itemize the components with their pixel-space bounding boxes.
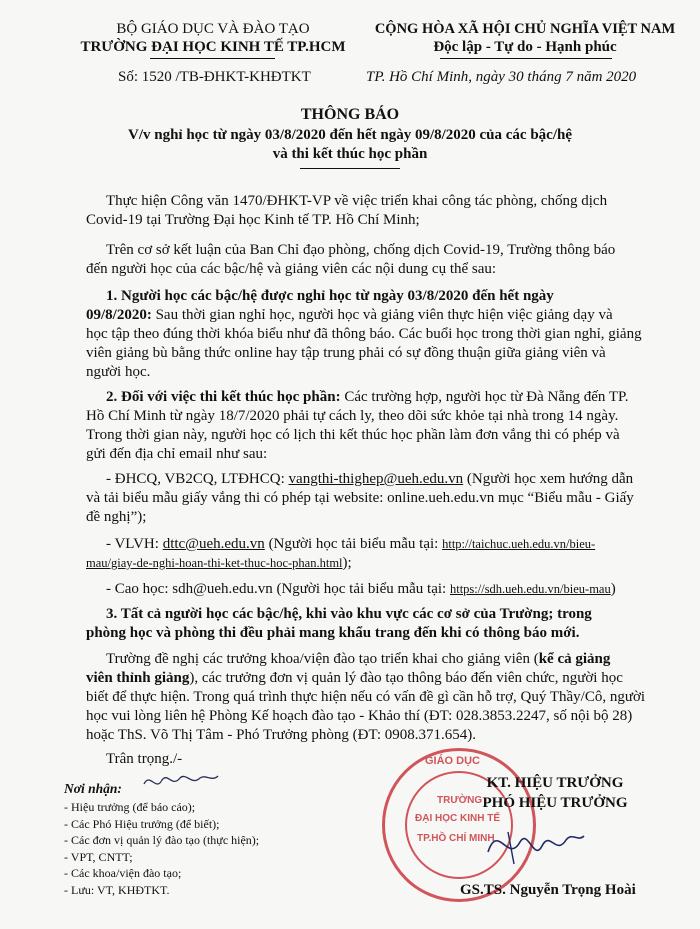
handwritten-signature [478, 812, 588, 872]
recipient-item: - Các Phó Hiệu trưởng (để biết); [64, 816, 220, 831]
vlvh-email-link[interactable]: dttc@ueh.edu.vn [162, 536, 265, 552]
stamp-line2: ĐẠI HỌC KINH TẾ [415, 813, 500, 824]
dhcq-line2: và tải biểu mẫu giấy vắng thi có phép tại website: online.ueh.edu.vn mục “Biểu mẫu - Giấy [86, 490, 634, 506]
university-name: TRƯỜNG ĐẠI HỌC KINH TẾ TP.HCM [80, 39, 346, 55]
cao-hoc-form-link[interactable]: https://sdh.ueh.edu.vn/bieu-mau [449, 582, 611, 596]
recipient-item: - VPT, CNTT; [64, 849, 133, 864]
recipient-item: - Các đơn vị quản lý đào tạo (thực hiện); [64, 833, 260, 847]
closing-line2-rest: ), các trưởng đơn vị quản lý đào tạo thông báo đến viên chức, người học [189, 670, 623, 686]
vlvh-prefix: - VLVH: [106, 536, 163, 552]
closing-line4: học vui lòng liên hệ Phòng Kế hoạch đào tạo - Khảo thí (ĐT: 028.3853.2247, số nội bộ 28) [86, 708, 633, 724]
initials-signature [140, 770, 220, 792]
closing-line1-a: Trường đề nghị các trưởng khoa/viện đào tạo triển khai cho giảng viên ( [106, 651, 539, 667]
vlvh-form-link-part1[interactable]: http://taichuc.ueh.edu.vn/bieu- [442, 537, 596, 551]
signature-title2: PHÓ HIỆU TRƯỞNG [482, 795, 628, 811]
nation-name: CỘNG HÒA XÃ HỘI CHỦ NGHĨA VIỆT NAM [374, 21, 676, 37]
stamp-line1: TRƯỜNG [437, 795, 483, 806]
dhcq-line1 [106, 470, 633, 490]
section1-heading-line1: 1. Người học các bậc/hệ được nghỉ học từ ngày 03/8/2020 đến hết ngày [106, 288, 554, 304]
closing-line1-bold: kể cả giảng [538, 651, 611, 667]
title-rule [300, 168, 400, 169]
section2-line4: gửi đến địa chỉ email như sau: [86, 446, 268, 462]
recipient-item: - Hiệu trưởng (để báo cáo); [64, 800, 196, 814]
section2-line3: Trong thời gian này, người học có lịch thi kết thúc học phần làm đơn vắng thi có phép và [86, 427, 620, 443]
header-right-rule [440, 58, 612, 59]
closing-line3: biết để thực hiện. Trong quá trình thực hiện nếu có vấn đề gì cần hỗ trợ, Quý Thầy/Cô, người [86, 689, 646, 705]
place-date: TP. Hồ Chí Minh, ngày 30 tháng 7 năm 2020 [366, 69, 637, 85]
dhcq-rest: (Người học xem hướng dẫn [463, 471, 634, 487]
motto: Độc lập - Tự do - Hạnh phúc [433, 39, 617, 55]
section3-line1: 3. Tất cả người học các bậc/hệ, khi vào khu vực các cơ sở của Trường; trong [106, 606, 592, 622]
signature-title1: KT. HIỆU TRƯỞNG [486, 775, 624, 791]
regards: Trân trọng./- [106, 751, 183, 767]
vlvh-form-link-part2[interactable]: mau/giay-de-nghi-hoan-thi-ket-thuc-hoc-phan.html [86, 556, 343, 570]
dhcq-email-link[interactable]: vangthi-thighep@ueh.edu.vn [288, 471, 464, 487]
recipients-label: Nơi nhận: [64, 781, 122, 796]
closing-line2-bold: viên thỉnh giảng [86, 670, 190, 686]
section1-line4: viên giảng bù bằng thức online hay tập trung phải có sự đồng thuận giữa giảng viên và [86, 345, 606, 361]
section2-line1 [106, 388, 628, 408]
section3-line2: phòng học và phòng thi đều phải mang khẩu trang đến khi có thông báo mới. [86, 625, 580, 641]
closing-line2 [86, 669, 623, 689]
section1-line2-rest: Sau thời gian nghỉ học, người học và giảng viên thực hiện việc giảng dạy và [151, 307, 613, 323]
header-left-rule [150, 58, 275, 59]
intro-p2-line2: đến người học của các bậc/hệ và giảng viên các nội dung cụ thể sau: [86, 261, 497, 277]
ministry-name: BỘ GIÁO DỤC VÀ ĐÀO TẠO [116, 21, 310, 37]
dhcq-line3: đề nghị”); [86, 509, 147, 525]
recipient-item: - Lưu: VT, KHĐTKT. [64, 882, 170, 897]
vlvh-end: ); [342, 555, 352, 571]
cao-hoc-end: ) [610, 581, 616, 597]
section2-line1-rest: Các trường hợp, người học từ Đà Nẵng đến TP. [340, 389, 629, 405]
closing-line1 [106, 650, 610, 670]
section1-date-bold: 09/8/2020: [86, 307, 152, 323]
notice-subject-line2: và thi kết thúc học phần [272, 146, 428, 162]
recipient-item: - Các khoa/viện đào tạo; [64, 866, 182, 880]
stamp-line3: TP.HỒ CHÍ MINH [417, 833, 495, 844]
document-number: Số: 1520 /TB-ĐHKT-KHĐTKT [118, 69, 311, 85]
section2-heading: 2. Đối với việc thi kết thúc học phần: [106, 389, 341, 405]
cao-hoc-line [106, 580, 616, 600]
stamp-ring-text: GIÁO DỤC [425, 755, 480, 767]
intro-p2-line1: Trên cơ sở kết luận của Ban Chỉ đạo phòng, chống dịch Covid-19, Trường thông báo [106, 242, 616, 258]
vlvh-line2 [86, 554, 352, 574]
section1-line2 [86, 306, 613, 326]
intro-p1-line1: Thực hiện Công văn 1470/ĐHKT-VP về việc triển khai công tác phòng, chống dịch [106, 193, 608, 209]
section1-line5: người học. [86, 364, 151, 380]
dhcq-prefix: - ĐHCQ, VB2CQ, LTĐHCQ: [106, 471, 289, 487]
notice-subject-line1: V/v nghỉ học từ ngày 03/8/2020 đến hết ngày 09/8/2020 của các bậc/hệ [127, 127, 573, 143]
vlvh-mid: (Người học tải biểu mẫu tại: [264, 536, 443, 552]
notice-heading: THÔNG BÁO [300, 106, 400, 123]
intro-p1-line2: Covid-19 tại Trường Đại học Kinh tế TP. Hồ Chí Minh; [86, 212, 420, 228]
section2-line2: Hồ Chí Minh từ ngày 18/7/2020 phải tự cách ly, theo dõi sức khỏe tại nhà trong 14 ngày. [86, 408, 619, 424]
cao-hoc-prefix: - Cao học: sdh@ueh.edu.vn (Người học tải biểu mẫu tại: [106, 581, 450, 597]
vlvh-line1 [106, 535, 595, 555]
recipients-list [64, 799, 259, 898]
section1-line3: học tập theo đúng thời khóa biểu như đã thông báo. Các buổi học trong thời gian nghỉ, giảng [86, 326, 642, 342]
closing-line5: hoặc ThS. Võ Thị Tâm - Phó Trưởng phòng (ĐT: 0908.371.654). [86, 727, 477, 743]
signer-name: GS.TS. Nguyễn Trọng Hoài [460, 882, 636, 898]
